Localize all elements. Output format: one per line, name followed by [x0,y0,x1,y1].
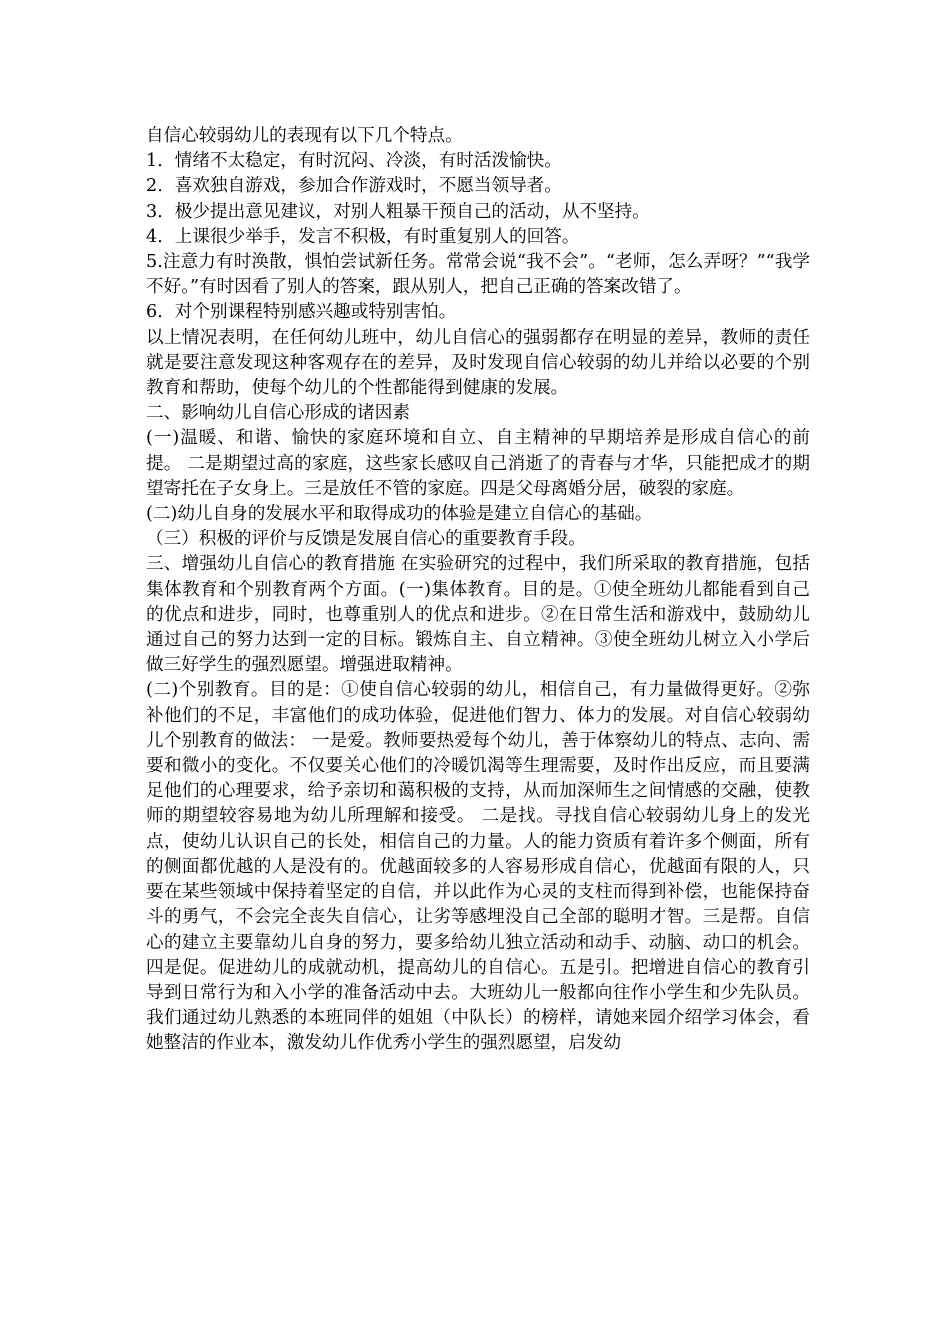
list-item-3: 3．极少提出意见建议，对别人粗暴干预自己的活动，从不坚持。 [146,201,650,222]
list-item-1: 1．情绪不太稳定，有时沉闷、冷淡，有时活泼愉快。 [146,151,562,172]
factor-paragraph-1: (一)温暖、和谐、愉快的家庭环境和自立、自主精神的早期培养是形成自信心的前提。 二是期望过高的家庭，这些家长感叹自己消逝了的青春与才华，只能把成才的期望寄托在子女身上。三是放任不管的家庭。四是父母离婚分居，破裂的家庭。 [146,428,810,499]
summary-paragraph: 以上情况表明，在任何幼儿班中，幼儿自信心的强弱都存在明显的差异，教师的责任就是要注意发现这种客观存在的差异，及时发现自信心较弱的幼儿并给以必要的个别教育和帮助，使每个幼儿的个性都能得到健康的发展。 [146,327,810,399]
factor-paragraph-3: （三）积极的评价与反馈是发展自信心的重要教育手段。 [146,529,586,550]
list-item-4: 4．上课很少举手，发言不积极，有时重复别人的回答。 [146,226,580,247]
measures-paragraph: 三、增强幼儿自信心的教育措施 在实验研究的过程中，我们所采取的教育措施，包括集体教育和个别教育两个方面。(一)集体教育。目的是。①使全班幼儿都能看到自己的优点和进步，同时，也尊重别人的优点和进步。②在日常生活和游戏中，鼓励幼儿通过自己的努力达到一定的目标。锻炼自主、自立精神。③使全班幼儿树立入小学后做三好学生的强烈愿望。增强进取精神。 [146,554,810,676]
section-heading-2: 二、影响幼儿自信心形成的诸因素 [146,403,410,424]
factor-paragraph-2: (二)幼儿自身的发展水平和取得成功的体验是建立自信心的基础。 [146,504,653,525]
document-body [146,124,810,1057]
list-item-6: 6．对个别课程特别感兴趣或特别害怕。 [146,302,457,323]
intro-paragraph: 自信心较弱幼儿的表现有以下几个特点。 [146,126,463,146]
list-item-2: 2．喜欢独自游戏，参加合作游戏时，不愿当领导者。 [146,176,562,197]
list-item-5: 5.注意力有时涣散，惧怕尝试新任务。常常会说“我不会”。“老师，怎么弄呀？”“我学不好。”有时因看了别人的答案，跟从别人，把自己正确的答案改错了。 [146,252,810,298]
individual-education-paragraph: (二)个别教育。目的是：①使自信心较弱的幼儿，相信自己，有力量做得更好。②弥补他们的不足，丰富他们的成功体验，促进他们智力、体力的发展。对自信心较弱幼儿个别教育的做法： 一是爱。教师要热爱每个幼儿，善于体察幼儿的特点、志向、需要和微小的变化。不仅要关心他们的冷暖饥渴等生理需要，及时作出反应，而且要满足他们的心理要求，给予亲切和蔼积极的支持，从而加深师生之间情感的交融，使教师的期望较容易地为幼儿所理解和接受。 二是找。寻找自信心较弱幼儿身上的发光点，使幼儿认识自己的长处，相信自己的力量。人的能力资质有着许多个侧面，所有的侧面都优越的人是没有的。优越面较多的人容易形成自信心，优越面有限的人，只要在某些领域中保持着坚定的自信，并以此作为心灵的支柱而得到补偿，也能保持奋斗的勇气，不会完全丧失自信心，让劣等感埋没自己全部的聪明才智。三是帮。自信心的建立主要靠幼儿自身的努力，要多给幼儿独立活动和动手、动脑、动口的机会。四是促。促进幼儿的成就动机，提高幼儿的自信心。五是引。把增进自信心的教育引导到日常行为和入小学的准备活动中去。大班幼儿一般都向往作小学生和少先队员。我们通过幼儿熟悉的本班同伴的姐姐（中队长）的榜样，请她来园介绍学习体会，看她整洁的作业本，激发幼儿作优秀小学生的强烈愿望，启发幼 [146,680,810,1054]
